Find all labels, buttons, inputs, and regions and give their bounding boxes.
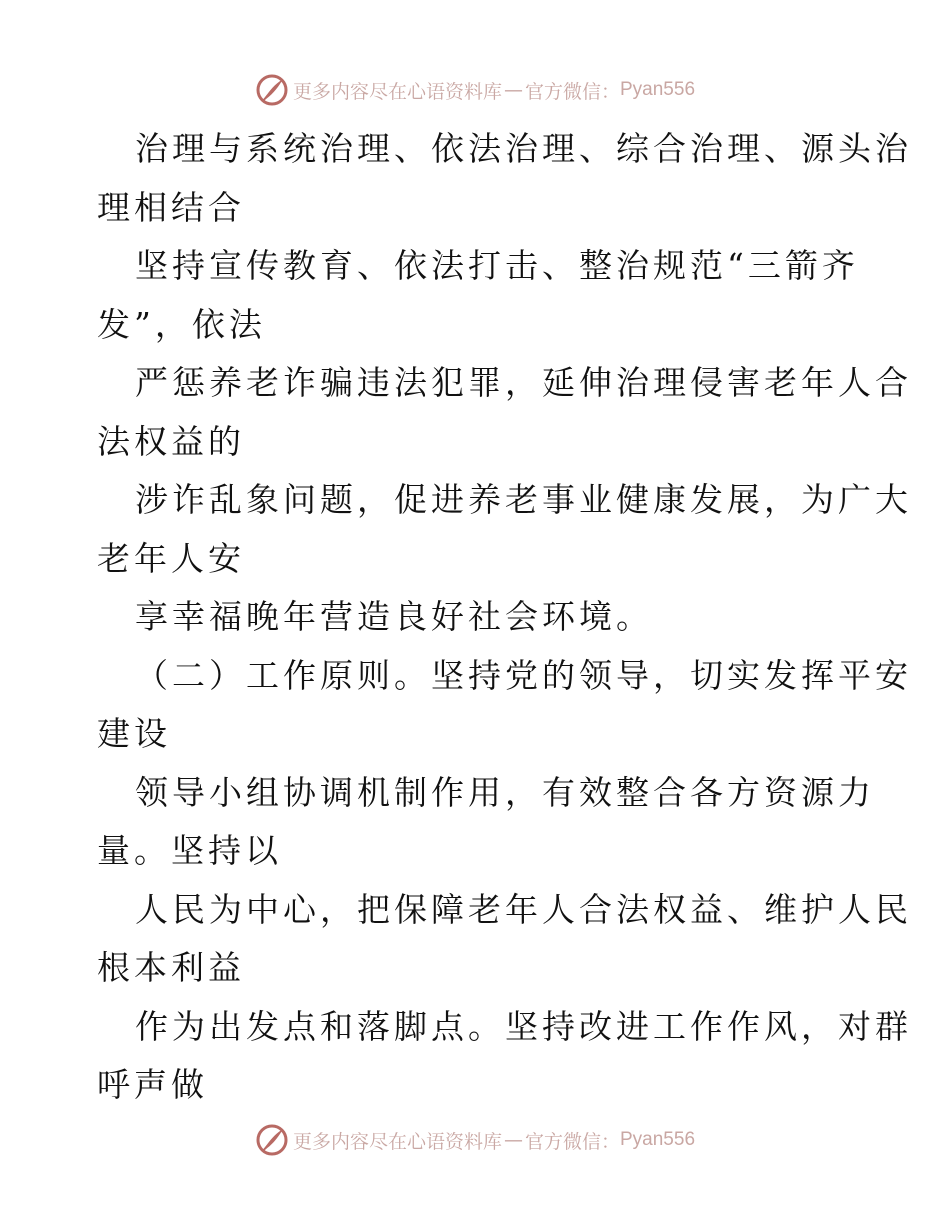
watermark-wechat-label: 官方微信： xyxy=(524,80,620,103)
feather-pen-logo-icon xyxy=(255,73,289,107)
watermark-wechat-id: Pyan556 xyxy=(620,1129,696,1150)
text-line: 严惩养老诈骗违法犯罪，延伸治理侵害老年人合 xyxy=(135,363,912,402)
watermark-wechat-id: Pyan556 xyxy=(620,79,696,100)
text-line: 人民为中心，把保障老年人合法权益、维护人民 xyxy=(135,889,912,929)
text-line: 领导小组协调机制作用，有效整合各方资源力 xyxy=(135,772,875,812)
footer-watermark xyxy=(0,1120,950,1160)
text-line: 根本利益 xyxy=(97,948,245,987)
text-line: 坚持宣传教育、依法打击、整治规范“三箭齐 xyxy=(135,246,859,285)
text-line: 发”，依法 xyxy=(97,304,266,344)
text-line: 建设 xyxy=(97,714,171,753)
text-line: 呼声做 xyxy=(97,1065,208,1104)
text-line: 作为出发点和落脚点。坚持改进工作作风，对群 xyxy=(135,1006,912,1046)
watermark-wechat-label: 官方微信： xyxy=(524,1130,620,1153)
watermark-dash: — xyxy=(503,1129,523,1151)
text-line: 享幸福晚年营造良好社会环境。 xyxy=(135,597,653,636)
watermark-dash: — xyxy=(503,79,523,101)
text-line: 法权益的 xyxy=(97,421,245,461)
watermark-site-text: 更多内容尽在心语资料库 xyxy=(292,80,502,103)
feather-pen-logo-icon xyxy=(255,1123,289,1157)
text-line: 理相结合 xyxy=(97,187,245,227)
text-line: 治理与系统治理、依法治理、综合治理、源头治 xyxy=(135,129,912,168)
document-body xyxy=(97,120,912,1115)
text-line: （二）工作原则。坚持党的领导，切实发挥平安 xyxy=(135,655,912,695)
text-line: 老年人安 xyxy=(97,538,245,578)
watermark-site-text: 更多内容尽在心语资料库 xyxy=(292,1130,502,1153)
text-line: 涉诈乱象问题，促进养老事业健康发展，为广大 xyxy=(135,480,912,519)
text-line: 量。坚持以 xyxy=(97,831,282,870)
header-watermark xyxy=(0,70,950,110)
